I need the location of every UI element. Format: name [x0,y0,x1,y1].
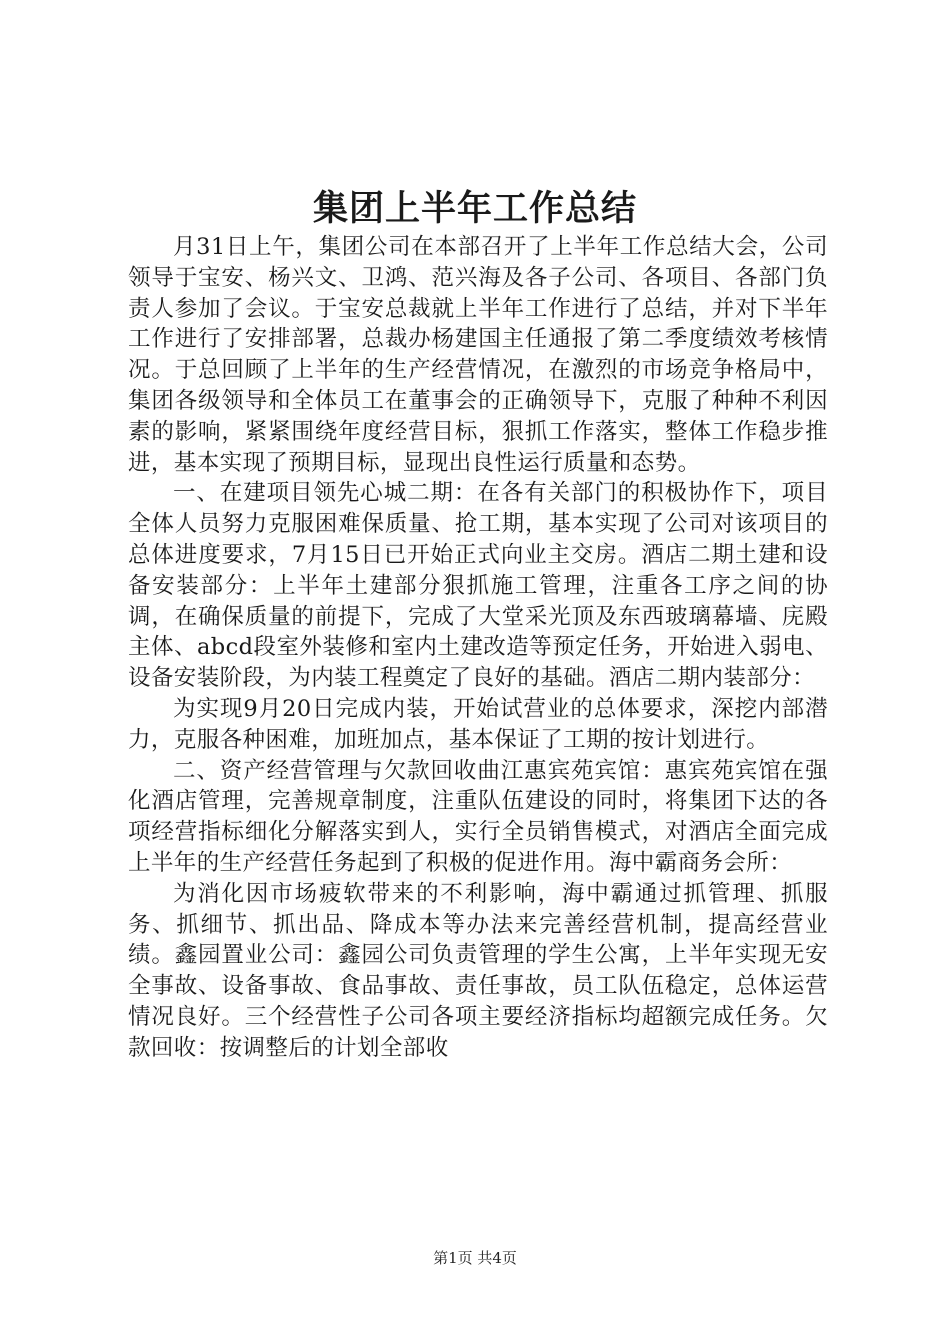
paragraph-projects: 一、在建项目领先心城二期：在各有关部门的积极协作下，项目全体人员努力克服困难保质量、抢工期，基本实现了公司对该项目的总体进度要求，7月15日已开始正式向业主交房。酒店二期土建和设备安装部分：上半年土建部分狠抓施工管理，注重各工序之间的协调，在确保质量的前提下，完成了大堂采光顶及东西玻璃幕墙、庑殿主体、abcd段室外装修和室内土建改造等预定任务，开始进入弱电、设备安装阶段，为内装工程奠定了良好的基础。酒店二期内装部分： [128,480,828,692]
page-footer: 第1页 共4页 [433,1249,517,1267]
paragraph-interior: 为实现9月20日完成内装，开始试营业的总体要求，深挖内部潜力，克服各种困难，加班加点，基本保证了工期的按计划进行。 [128,695,828,753]
paragraph-assets: 二、资产经营管理与欠款回收曲江惠宾苑宾馆：惠宾苑宾馆在强化酒店管理，完善规章制度，注重队伍建设的同时，将集团下达的各项经营指标细化分解落实到人，实行全员销售模式，对酒店全面完成上半年的生产经营任务起到了积极的促进作用。海中霸商务会所： [128,757,828,876]
document-body [128,232,828,1064]
paragraph-operations: 为消化因市场疲软带来的不利影响，海中霸通过抓管理、抓服务、抓细节、抓出品、降成本等办法来完善经营机制，提高经营业绩。鑫园置业公司：鑫园公司负责管理的学生公寓，上半年实现无安全事故、设备事故、食品事故、责任事故，员工队伍稳定，总体运营情况良好。三个经营性子公司各项主要经济指标均超额完成任务。欠款回收：按调整后的计划全部收 [128,880,828,1061]
paragraph-intro: 月31日上午，集团公司在本部召开了上半年工作总结大会，公司领导于宝安、杨兴文、卫鸿、范兴海及各子公司、各项目、各部门负责人参加了会议。于宝安总裁就上半年工作进行了总结，并对下半年工作进行了安排部署，总裁办杨建国主任通报了第二季度绩效考核情况。于总回顾了上半年的生产经营情况，在激烈的市场竞争格局中，集团各级领导和全体员工在董事会的正确领导下，克服了种种不利因素的影响，紧紧围绕年度经营目标，狠抓工作落实，整体工作稳步推进，基本实现了预期目标，显现出良性运行质量和态势。 [128,234,828,476]
document-title: 集团上半年工作总结 [312,189,637,229]
